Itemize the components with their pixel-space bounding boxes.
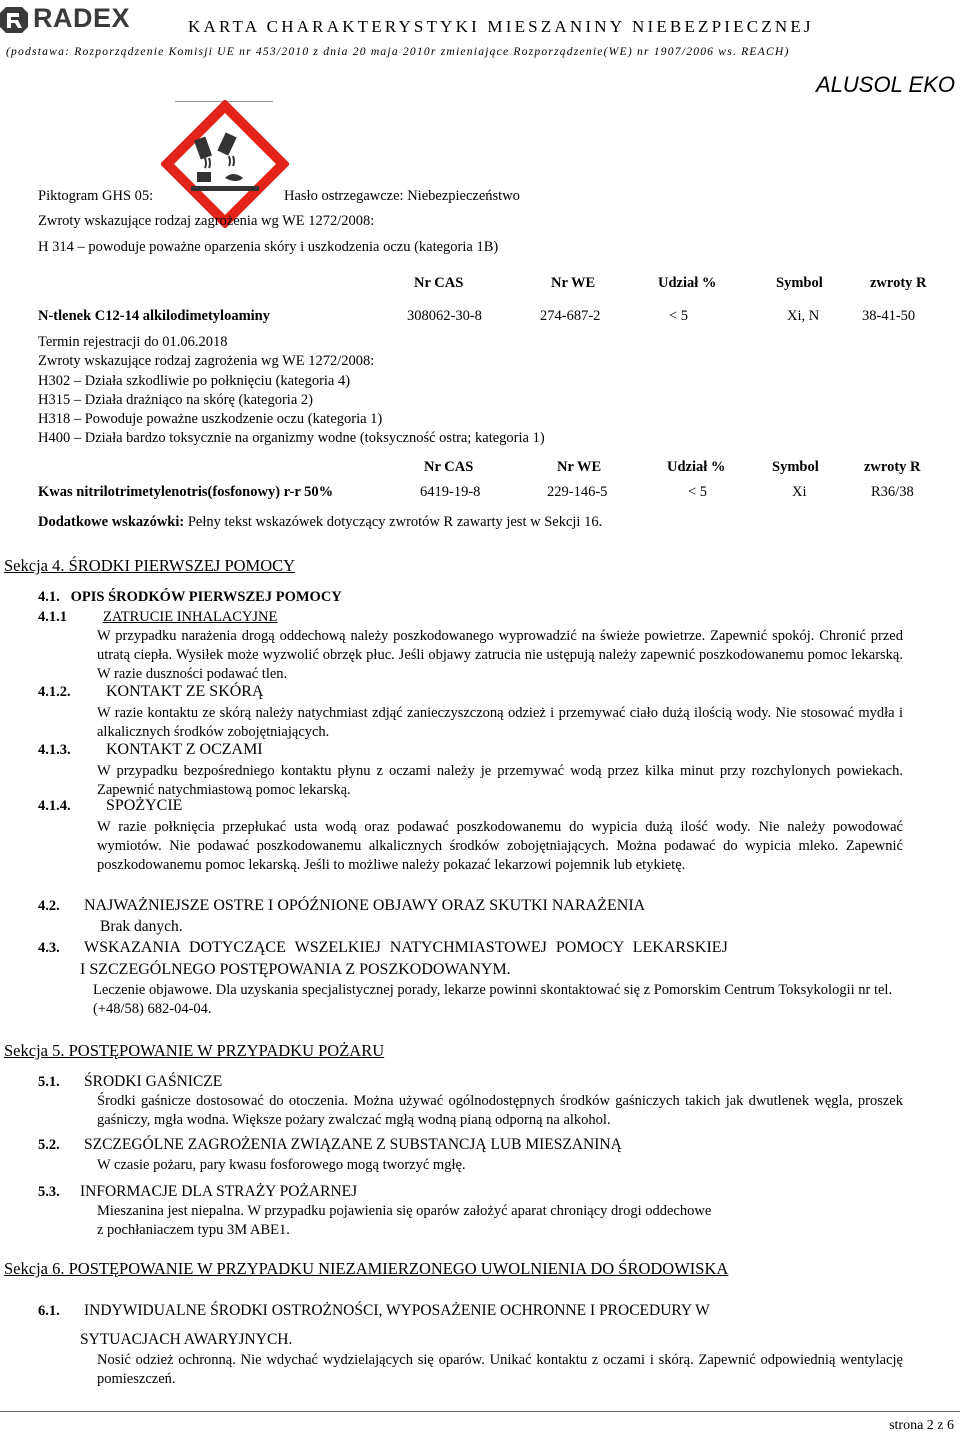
section-5-1-text: Środki gaśnicze dostosować do otoczenia. Można używać ogólnodostępnych środków gaśniczych takich jak dwutlenek węgla, proszek gaśniczy, mgła wodna. Większe pożary zwalczać mgłą wodną pianą odporną na alkohol. [97, 1093, 903, 1128]
component-we: 229-146-5 [547, 484, 608, 500]
component-symbol: Xi, N [787, 308, 820, 324]
component-cas: 308062-30-8 [407, 308, 482, 324]
additional-label: Dodatkowe wskazówki: [38, 514, 185, 530]
section-4-1-4-text: W razie połknięcia przepłukać usta wodą oraz podawać poszkodowanemu do wypicia dużą ilość wody. Nie należy powodować wymiotów. Nie podawać poszkodowanemu alkalicznych środków zobojętniających. Można podawać do wypicia mleko. Zapewnić poszkodowanemu pomoc lekarską. Jeśli to możliwe należy pokazać lekarzowi pojemnik lub etykietę. [97, 819, 903, 873]
component-name: N-tlenek C12-14 alkilodimetyloaminy [38, 308, 270, 324]
col-r: zwroty R [864, 459, 921, 475]
component-cas: 6419-19-8 [420, 484, 481, 500]
section-5-3-number: 5.3. [38, 1184, 60, 1200]
component-name: Kwas nitrilotrimetylenotris(fosfonowy) r-r 50% [38, 484, 334, 500]
col-symbol: Symbol [776, 275, 823, 291]
section-4-3-number: 4.3. [38, 940, 60, 956]
section-4-2-number: 4.2. [38, 898, 60, 914]
col-we: Nr WE [557, 459, 602, 475]
component-we: 274-687-2 [540, 308, 601, 324]
additional-text: Pełny tekst wskazówek dotyczący zwrotów R zawarty jest w Sekcji 16. [184, 514, 603, 530]
component-share: < 5 [669, 308, 689, 324]
section-4-1-1-title: ZATRUCIE INHALACYJNE [103, 609, 278, 625]
section-5-2-number: 5.2. [38, 1137, 60, 1153]
pictogram-label: Piktogram GHS 05: [38, 188, 154, 204]
hazard-h400: H400 – Działa bardzo toksycznie na organizmy wodne (toksyczność ostra; kategoria 1) [38, 430, 545, 446]
hazard-h314: H 314 – powoduje poważne oparzenia skóry i uszkodzenia oczu (kategoria 1B) [38, 239, 499, 255]
section-5-1-title: ŚRODKI GAŚNICZE [84, 1073, 223, 1090]
col-cas: Nr CAS [424, 459, 474, 475]
section-4-1-3-title: KONTAKT Z OCZAMI [106, 741, 263, 758]
additional-info [38, 514, 602, 531]
section-5-title: Sekcja 5. POSTĘPOWANIE W PRZYPADKU POŻARU [4, 1041, 385, 1060]
col-share: Udział % [658, 275, 717, 291]
section-4-1-2-number: 4.1.2. [38, 684, 71, 700]
col-share: Udział % [667, 459, 726, 475]
section-5-2-title: SZCZEGÓLNE ZAGROŻENIA ZWIĄZANE Z SUBSTANCJĄ LUB MIESZANINĄ [84, 1136, 622, 1153]
section-6-1-text: Nosić odzież ochronną. Nie wdychać wydzielających się oparów. Unikać kontaktu z oczami i skórą. Zapewnić odpowiednią wentylację pomieszczeń. [97, 1352, 903, 1387]
section-4-1-3-number: 4.1.3. [38, 742, 71, 758]
section-6-1-title-line-1: INDYWIDUALNE ŚRODKI OSTROŻNOŚCI, WYPOSAŻENIE OCHRONNE I PROCEDURY W [84, 1302, 710, 1319]
section-5-3-text-line-1: Mieszanina jest niepalna. W przypadku pojawienia się oparów założyć aparat chroniący drogi oddechowe [97, 1203, 712, 1219]
section-4-3-text: Leczenie objawowe. Dla uzyskania specjalistycznej porady, lekarze powinni skontaktować się z Pomorskim Centrum Toksykologii nr tel. (+48/58) 682-04-04. [93, 982, 893, 1017]
product-name: ALUSOL EKO [816, 72, 955, 97]
section-4-2-title: NAJWAŻNIEJSZE OSTRE I OPÓŹNIONE OBJAWY ORAZ SKUTKI NARAŻENIA [84, 897, 646, 914]
component-share: < 5 [688, 484, 708, 500]
document-title: KARTA CHARAKTERYSTYKI MIESZANINY NIEBEZPIECZNEJ [188, 17, 814, 36]
footer-divider [0, 1411, 960, 1412]
component-r: 38-41-50 [862, 308, 916, 324]
section-6-title: Sekcja 6. POSTĘPOWANIE W PRZYPADKU NIEZAMIERZONEGO UWOLNIENIA DO ŚRODOWISKA [4, 1259, 729, 1278]
section-4-1-2-text: W razie kontaktu ze skórą należy natychmiast zdjąć zanieczyszczoną odzież i przemywać ciało dużą ilością wody. Nie stosować mydła i alkalicznych środków zobojętniających. [97, 705, 903, 740]
section-4-3-title-line-2: I SZCZEGÓLNEGO POSTĘPOWANIA Z POSZKODOWANYM. [80, 961, 511, 978]
component-symbol: Xi [792, 484, 807, 500]
section-6-1-number: 6.1. [38, 1303, 60, 1319]
document-basis: (podstawa: Rozporządzenie Komisji UE nr 453/2010 z dnia 20 maja 2010r zmieniające Rozporządzenie(WE) nr 1907/2006 ws. REACH) [6, 45, 790, 58]
section-5-2-text: W czasie pożaru, pary kwasu fosforowego mogą tworzyć mgłę. [97, 1157, 466, 1173]
section-5-3-title: INFORMACJE DLA STRAŻY POŻARNEJ [80, 1183, 358, 1200]
section-4-2-text: Brak danych. [100, 918, 183, 935]
section-5-3-text-line-2: z pochłaniaczem typu 3M ABE1. [97, 1222, 290, 1238]
section-4-title: Sekcja 4. ŚRODKI PIERWSZEJ POMOCY [4, 556, 296, 575]
section-4-1-2-title: KONTAKT ZE SKÓRĄ [106, 683, 264, 700]
section-4-1-3-text: W przypadku bezpośredniego kontaktu płynu z oczami należy je przemywać wodą przez kilka minut przy rozchylonych powiekach. Zapewnić natychmiastową pomoc lekarską. [97, 763, 903, 798]
signal-word: Hasło ostrzegawcze: Niebezpieczeństwo [284, 188, 520, 204]
col-we: Nr WE [551, 275, 596, 291]
section-4-1: 4.1. OPIS ŚRODKÓW PIERWSZEJ POMOCY [38, 589, 342, 605]
hazard-h302: H302 – Działa szkodliwie po połknięciu (kategoria 4) [38, 373, 351, 389]
hazard-intro: Zwroty wskazujące rodzaj zagrożenia wg WE 1272/2008: [38, 213, 375, 229]
section-6-1-title-line-2: SYTUACJACH AWARYJNYCH. [80, 1331, 293, 1348]
component-r: R36/38 [871, 484, 914, 500]
hazard-h318: H318 – Powoduje poważne uszkodzenie oczu (kategoria 1) [38, 411, 383, 427]
col-symbol: Symbol [772, 459, 819, 475]
section-4-1-4-number: 4.1.4. [38, 798, 71, 814]
section-5-1-number: 5.1. [38, 1074, 60, 1090]
col-r: zwroty R [870, 275, 927, 291]
registration-date: Termin rejestracji do 01.06.2018 [38, 334, 228, 350]
col-cas: Nr CAS [414, 275, 464, 291]
page-number: strona 2 z 6 [889, 1418, 954, 1433]
section-4-1-4-title: SPOŻYCIE [106, 797, 183, 814]
section-4-1-1-number: 4.1.1 [38, 609, 67, 625]
section-4-1-1-text: W przypadku narażenia drogą oddechową należy poszkodowanego wyprowadzić na świeże powietrze. Zapewnić spokój. Chronić przed utratą ciepła. Wysiłek może wyzwolić obrzęk płuc. Jeśli objawy zatrucia nie ustępują należy zapewnić poszkodowanemu pomoc lekarską. W razie duszności podawać tlen. [97, 628, 903, 682]
hazard-h315: H315 – Działa drażniąco na skórę (kategoria 2) [38, 392, 313, 408]
logo-text: RADEX [33, 3, 131, 33]
section-4-3-title-line-1: WSKAZANIA DOTYCZĄCE WSZELKIEJ NATYCHMIASTOWEJ POMOCY LEKARSKIEJ [84, 939, 728, 956]
hazard-intro-2: Zwroty wskazujące rodzaj zagrożenia wg WE 1272/2008: [38, 353, 375, 369]
